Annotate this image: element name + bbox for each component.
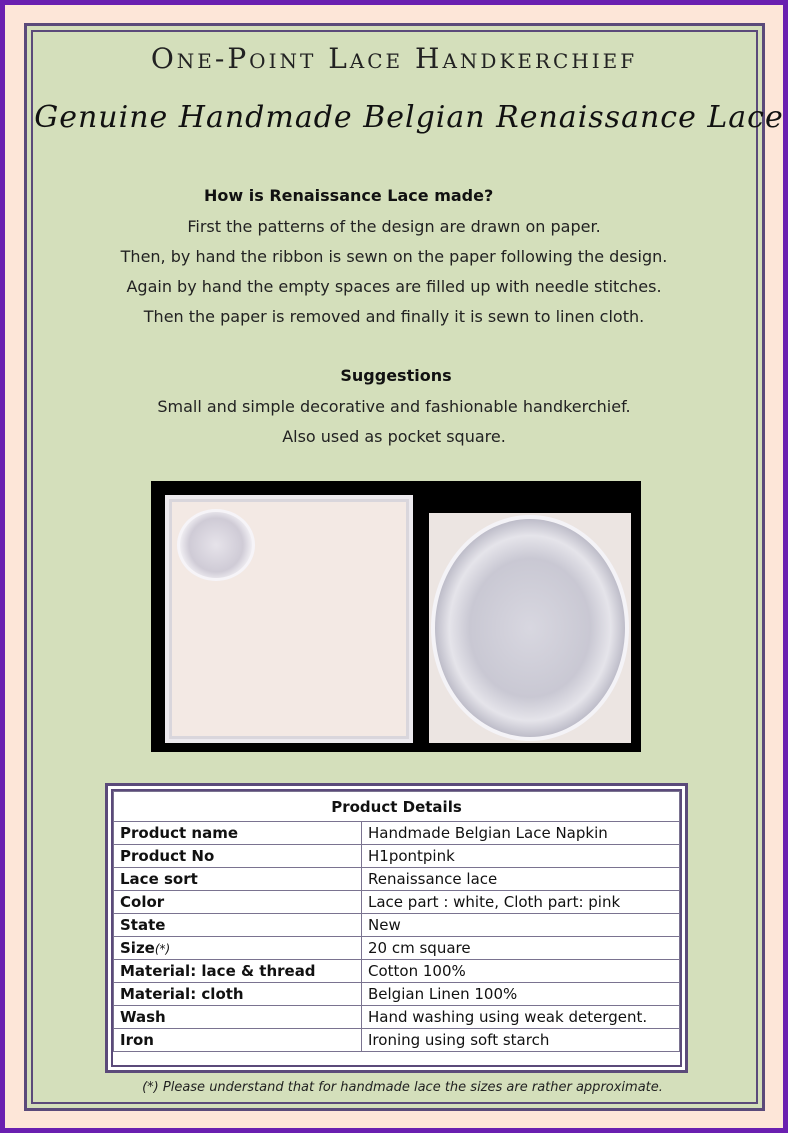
table-row: [114, 1006, 680, 1029]
lace-medallion-image: [177, 509, 255, 581]
table-row: [114, 960, 680, 983]
table-row: [114, 914, 680, 937]
row-value: Ironing using soft starch: [362, 1029, 680, 1052]
how-made-heading: How is Renaissance Lace made?: [204, 186, 494, 205]
product-photo: [151, 481, 641, 752]
table-row: [114, 845, 680, 868]
how-line: Again by hand the empty spaces are filled up with needle stitches.: [126, 277, 662, 296]
row-key: Lace sort: [114, 868, 362, 891]
suggestion-line: Small and simple decorative and fashionable handkerchief.: [157, 397, 631, 416]
table-row: [114, 822, 680, 845]
row-key: Product No: [114, 845, 362, 868]
handkerchief-image: [165, 495, 413, 743]
suggestions-heading: Suggestions: [340, 366, 452, 385]
row-key: Product name: [114, 822, 362, 845]
row-value: Lace part : white, Cloth part: pink: [362, 891, 680, 914]
lace-oval-image: [431, 515, 629, 741]
row-value: Hand washing using weak detergent.: [362, 1006, 680, 1029]
how-line: Then the paper is removed and finally it is sewn to linen cloth.: [143, 307, 645, 326]
suggestions-text: [0, 392, 788, 452]
lace-closeup-image: [429, 513, 631, 743]
row-key: Color: [114, 891, 362, 914]
row-key: Iron: [114, 1029, 362, 1052]
how-line: Then, by hand the ribbon is sewn on the paper following the design.: [120, 247, 668, 266]
suggestion-line: Also used as pocket square.: [282, 427, 506, 446]
row-value: Cotton 100%: [362, 960, 680, 983]
page-title: One-Point Lace Handkerchief: [150, 42, 638, 75]
table-header: Product Details: [114, 792, 680, 822]
product-details-table: [105, 783, 688, 1073]
row-value: Belgian Linen 100%: [362, 983, 680, 1006]
row-key: Wash: [114, 1006, 362, 1029]
row-key: Material: cloth: [114, 983, 362, 1006]
table-row: [114, 937, 680, 960]
row-value: Renaissance lace: [362, 868, 680, 891]
table-row: [114, 983, 680, 1006]
row-key: State: [114, 914, 362, 937]
row-key: Material: lace & thread: [114, 960, 362, 983]
table-row: [114, 868, 680, 891]
row-value: H1pontpink: [362, 845, 680, 868]
row-value: 20 cm square: [362, 937, 680, 960]
size-footnote: (*) Please understand that for handmade lace the sizes are rather approximate.: [142, 1080, 663, 1095]
how-line: First the patterns of the design are drawn on paper.: [187, 217, 601, 236]
row-value: Handmade Belgian Lace Napkin: [362, 822, 680, 845]
row-key: [114, 937, 362, 960]
table-row: [114, 891, 680, 914]
size-key: Size: [120, 939, 155, 957]
size-note-marker: (*): [154, 942, 171, 956]
row-value: New: [362, 914, 680, 937]
table-row: [114, 1029, 680, 1052]
page-subtitle: Genuine Handmade Belgian Renaissance Lace: [34, 100, 784, 135]
how-made-text: [0, 212, 788, 332]
